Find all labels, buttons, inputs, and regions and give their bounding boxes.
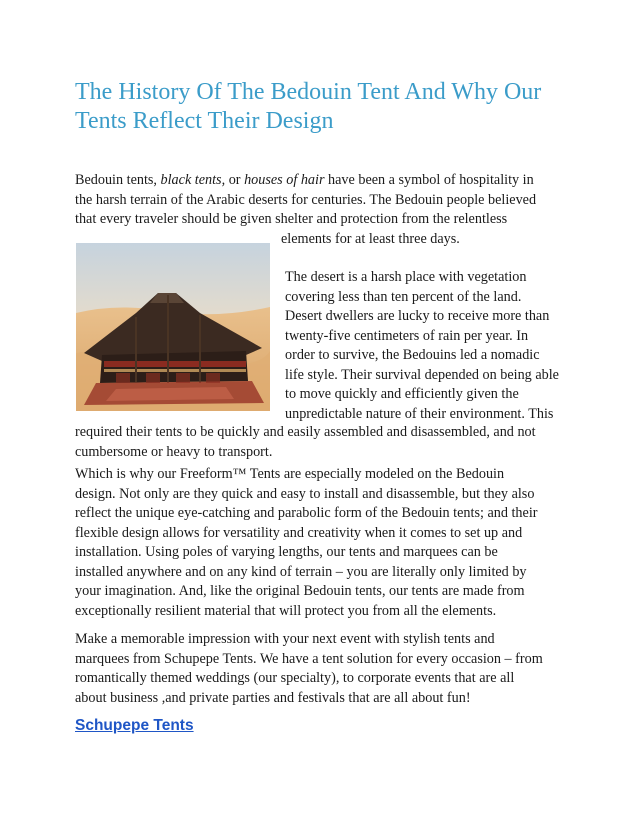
text-line: Desert dwellers are lucky to receive more than [285, 308, 550, 324]
intro-paragraph [75, 171, 565, 249]
text-line: Which is why our Freeform™ Tents are especially modeled on the Bedouin [75, 466, 505, 482]
text-line: exceptionally resilient material that will protect you from all the elements. [75, 602, 497, 619]
text-line: required their tents to be quickly and easily assembled and disassembled, and not [75, 424, 536, 440]
text-line: marquees from Schupepe Tents. We have a tent solution for every occasion – from [75, 650, 543, 667]
text-line: romantically themed weddings (our specialty), to corporate events that are all [75, 670, 515, 686]
continuation-paragraph [75, 423, 565, 462]
text-line: unpredictable nature of their environment. This [285, 405, 554, 422]
text-line: twenty-five centimeters of rain per year. In [285, 327, 529, 344]
text-line: The desert is a harsh place with vegetation [285, 269, 527, 285]
text-run: have been a symbol of hospitality in [324, 172, 534, 188]
freeform-paragraph [75, 465, 565, 621]
bedouin-tent-photo [76, 243, 270, 411]
title-line: Tents Reflect Their Design [75, 108, 334, 134]
text-line: elements for at least three days. [281, 230, 460, 247]
side-paragraph [285, 268, 565, 424]
title-line: The History Of The Bedouin Tent And Why Our [75, 79, 542, 105]
text-line: reflect the unique eye-catching and parabolic form of the Bedouin tents; and their [75, 505, 538, 521]
text-line: about business ,and private parties and festivals that are all about fun! [75, 689, 471, 706]
text-line: installed anywhere and on any kind of terrain – you are literally only limited by [75, 563, 527, 580]
schupepe-tents-link[interactable]: Schupepe Tents [75, 717, 194, 734]
text-line: covering less than ten percent of the land. [285, 288, 522, 305]
emphasis-text: houses of hair [244, 172, 325, 188]
page-title [75, 78, 575, 136]
text-line: that every traveler should be given shelter and protection from the relentless [75, 211, 508, 227]
text-line: cumbersome or heavy to transport. [75, 443, 273, 460]
text-line: Make a memorable impression with your next event with stylish tents and [75, 631, 495, 647]
emphasis-text: black tents, [160, 172, 226, 188]
text-line: flexible design allows for versatility and creativity when it comes to set up and [75, 524, 523, 541]
text-line: to move quickly and efficiently given the [285, 386, 519, 402]
text-line: life style. Their survival depended on being able [285, 366, 559, 383]
call-to-action-paragraph [75, 630, 565, 708]
text-line: the harsh terrain of the Arabic deserts for centuries. The Bedouin people believed [75, 191, 537, 208]
text-line [75, 171, 565, 191]
text-run: Bedouin tents, [75, 172, 161, 188]
text-line: design. Not only are they quick and easy to install and disassemble, but they also [75, 485, 535, 502]
text-line: your imagination. And, like the original Bedouin tents, our tents are made from [75, 583, 525, 599]
text-line: order to survive, the Bedouins led a nomadic [285, 347, 540, 363]
text-run: or [225, 172, 245, 188]
text-line: installation. Using poles of varying lengths, our tents and marquees can be [75, 544, 498, 560]
